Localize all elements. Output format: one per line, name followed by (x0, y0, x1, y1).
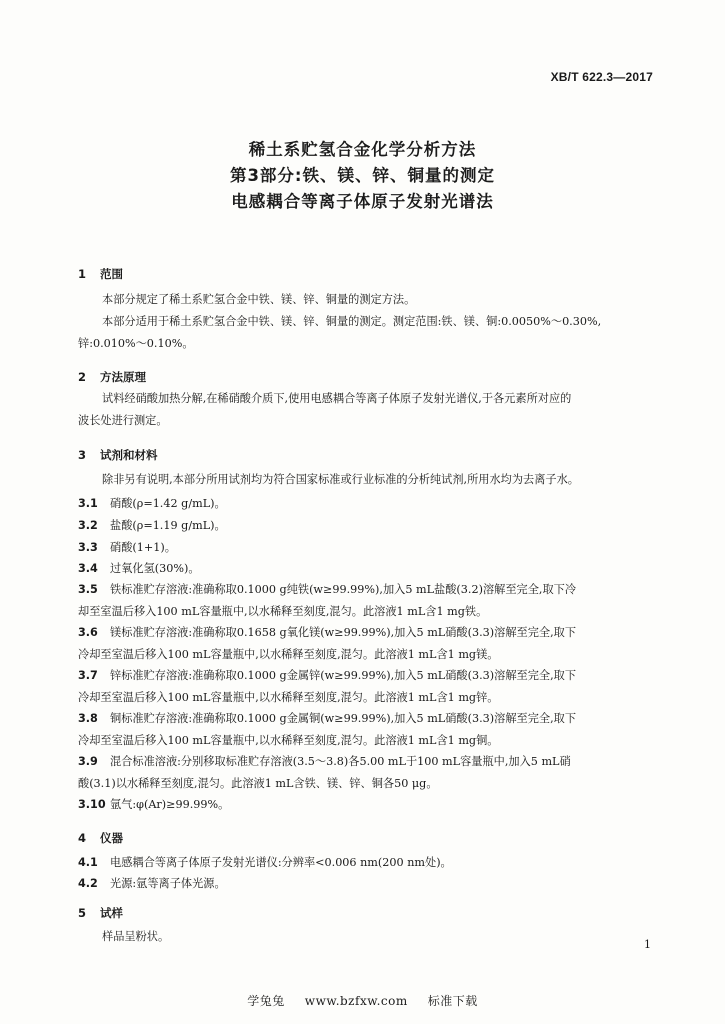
section-title: 方法原理 (100, 370, 146, 384)
item-text: 铁标准贮存溶液:准确称取0.1000 g纯铁(w≥99.99%),加入5 mL盐酸(3.2)溶解至完全,取下冷 (110, 583, 577, 596)
item-text: 盐酸(ρ=1.19 g/mL)。 (110, 519, 226, 532)
section-title: 试剂和材料 (100, 448, 158, 462)
item-text: 镁标准贮存溶液:准确称取0.1658 g氧化镁(w≥99.99%),加入5 mL硝酸(3.3)溶解至完全,取下 (110, 626, 577, 639)
list-item (78, 873, 656, 895)
section-heading-principle (78, 369, 146, 385)
section-title: 范围 (100, 267, 123, 281)
paragraph: 除非另有说明,本部分所用试剂均为符合国家标准或行业标准的分析纯试剂,所用水均为去离子水。 (102, 473, 579, 486)
list-item-continued: 冷却至室温后移入100 mL容量瓶中,以水稀释至刻度,混匀。此溶液1 mL含1 mg镁。 (78, 648, 499, 661)
item-number: 4.2 (78, 877, 98, 890)
item-text: 锌标准贮存溶液:准确称取0.1000 g金属锌(w≥99.99%),加入5 mL硝酸(3.3)溶解至完全,取下 (110, 669, 577, 682)
footer-site-name: 学兔兔 (247, 994, 285, 1008)
item-text: 过氧化氢(30%)。 (110, 562, 200, 575)
section-number: 2 (78, 370, 87, 384)
section-number: 1 (78, 267, 87, 281)
item-number: 3.7 (78, 669, 98, 682)
item-number: 3.6 (78, 626, 98, 639)
section-heading-scope (78, 266, 123, 282)
item-number: 3.10 (78, 798, 106, 811)
list-item (78, 558, 656, 580)
item-text: 硝酸(ρ=1.42 g/mL)。 (110, 497, 226, 510)
section-number: 3 (78, 448, 87, 462)
standard-code: XB/T 622.3—2017 (550, 70, 653, 84)
item-text: 混合标准溶液:分别移取标准贮存溶液(3.5～3.8)各5.00 mL于100 mL容量瓶中,加入5 mL硝 (110, 755, 571, 768)
paragraph-continued: 波长处进行测定。 (78, 414, 168, 427)
item-number: 3.8 (78, 712, 98, 725)
paragraph: 本部分适用于稀土系贮氢合金中铁、镁、锌、铜量的测定。测定范围:铁、镁、铜:0.0050%～0.30%, (102, 315, 602, 328)
item-number: 3.2 (78, 519, 98, 532)
item-number: 3.4 (78, 562, 98, 575)
section-title: 仪器 (100, 831, 123, 845)
paragraph: 试料经硝酸加热分解,在稀硝酸介质下,使用电感耦合等离子体原子发射光谱仪,于各元素所对应的 (102, 392, 572, 405)
list-item (78, 579, 656, 601)
page-number: 1 (644, 938, 651, 951)
list-item-continued: 却至室温后移入100 mL容量瓶中,以水稀释至刻度,混匀。此溶液1 mL含1 mg铁。 (78, 605, 488, 618)
item-text: 铜标准贮存溶液:准确称取0.1000 g金属铜(w≥99.99%),加入5 mL硝酸(3.3)溶解至完全,取下 (110, 712, 577, 725)
item-text: 电感耦合等离子体原子发射光谱仪:分辨率<0.006 nm(200 nm处)。 (110, 856, 452, 869)
list-item (78, 794, 656, 816)
item-text: 氩气:φ(Ar)≥99.99%。 (110, 798, 230, 811)
item-number: 3.9 (78, 755, 98, 768)
list-item (78, 665, 656, 687)
section-heading-sample (78, 905, 123, 921)
list-item-continued: 冷却至室温后移入100 mL容量瓶中,以水稀释至刻度,混匀。此溶液1 mL含1 mg锌。 (78, 691, 499, 704)
list-item (78, 537, 656, 559)
item-number: 4.1 (78, 856, 98, 869)
item-text: 光源:氩等离子体光源。 (110, 877, 226, 890)
paragraph-continued: 锌:0.010%～0.10%。 (78, 337, 194, 350)
list-item-continued: 冷却至室温后移入100 mL容量瓶中,以水稀释至刻度,混匀。此溶液1 mL含1 mg铜。 (78, 734, 499, 747)
title-line-2: 第3部分:铁、镁、锌、铜量的测定 (229, 166, 496, 185)
item-number: 3.1 (78, 497, 98, 510)
list-item (78, 708, 656, 730)
footer-slogan: 标准下载 (427, 994, 478, 1008)
list-item-continued: 酸(3.1)以水稀释至刻度,混匀。此溶液1 mL含铁、镁、锌、铜各50 μg。 (78, 777, 438, 790)
section-number: 5 (78, 906, 87, 920)
section-heading-instruments (78, 830, 123, 846)
item-text: 硝酸(1+1)。 (110, 541, 176, 554)
section-heading-reagents (78, 447, 158, 463)
footer (0, 992, 725, 1009)
title-line-3: 电感耦合等离子体原子发射光谱法 (231, 192, 494, 211)
section-title: 试样 (100, 906, 123, 920)
footer-url[interactable]: www.bzfxw.com (304, 994, 408, 1008)
paragraph: 本部分规定了稀土系贮氢合金中铁、镁、锌、铜量的测定方法。 (102, 293, 416, 306)
list-item (78, 751, 656, 773)
list-item (78, 622, 656, 644)
section-number: 4 (78, 831, 87, 845)
item-number: 3.5 (78, 583, 98, 596)
title-line-1: 稀土系贮氢合金化学分析方法 (248, 140, 477, 159)
list-item (78, 493, 656, 515)
paragraph: 样品呈粉状。 (102, 930, 170, 943)
list-item (78, 852, 656, 874)
item-number: 3.3 (78, 541, 98, 554)
list-item (78, 515, 656, 537)
